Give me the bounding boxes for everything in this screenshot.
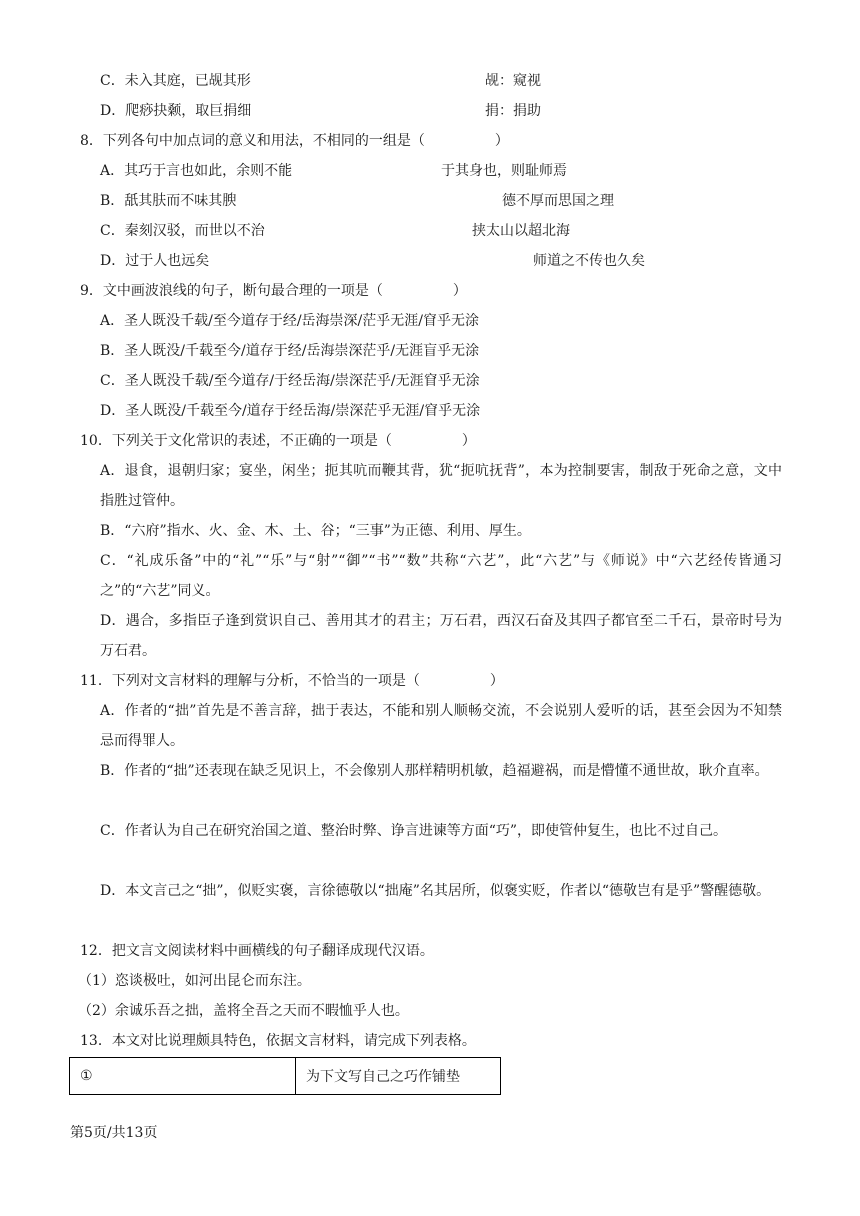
page-footer: 第5页/共13页 (70, 1125, 158, 1141)
question-9-option-d: D．圣人既没/千载至今/道存于经岳海/崇深茫乎无涯/窅乎无涂 (100, 403, 481, 419)
question-12-item-2: （2）余诚乐吾之拙，盖将全吾之天而不暇恤乎人也。 (78, 1003, 409, 1019)
question-9-stem: 9．文中画波浪线的句子，断句最合理的一项是（ ） (80, 283, 467, 299)
question-11-option-c: C．作者认为自己在研究治国之道、整治时弊、诤言进谏等方面“巧”，即使管仲复生，也比不过自己。 (100, 823, 728, 839)
option-text: A．其巧于言也如此，余则不能 (100, 163, 293, 179)
question-10-stem: 10．下列关于文化常识的表述，不正确的一项是（ ） (80, 433, 476, 449)
question-10-option-c: C．“礼成乐备”中的“礼”“乐”与“射”“御”“书”“数”共称“六艺”，此“六艺”与《师说》中“六艺经传皆通习之”的“六艺”同义。 (100, 553, 782, 599)
question-13-stem: 13．本文对比说理颇具特色，依据文言材料，请完成下列表格。 (80, 1033, 476, 1049)
option-compare: 于其身也，则耻师焉 (441, 163, 567, 179)
table-cell-blank[interactable]: ① (70, 1058, 296, 1095)
question-10-option-b: B．“六府”指水、火、金、木、土、谷；“三事”为正德、利用、厚生。 (100, 523, 531, 539)
option-compare: 师道之不传也久矣 (533, 253, 645, 269)
question-11-option-b: B．作者的“拙”还表现在缺乏见识上，不会像别人那样精明机敏，趋福避祸，而是懵懂不通世故，耿介直率。 (100, 763, 769, 779)
option-compare: 德不厚而思国之理 (502, 193, 614, 209)
question-9-option-b: B．圣人既没/千载至今/道存于经/岳海崇深茫乎/无涯盲乎无涂 (100, 343, 480, 359)
question-9-option-c: C．圣人既没千载/至今道存/于经岳海/崇深茫乎/无涯窅乎无涂 (100, 373, 480, 389)
question-13-table (69, 1057, 501, 1095)
question-11-option-d: D．本文言己之“拙”，似贬实褒，言徐德敬以“拙庵”名其居所，似褒实贬，作者以“德敬岂有是乎”警醒德敬。 (100, 883, 771, 899)
table-row (70, 1058, 501, 1095)
option-text: D．爬痧抉颡，取巨捐细 (100, 103, 252, 119)
table-cell-text: 为下文写自己之巧作铺垫 (296, 1058, 501, 1095)
question-11-stem: 11．下列对文言材料的理解与分析，不恰当的一项是（ ） (80, 673, 504, 689)
question-10-option-a: A．退食，退朝归家；宴坐，闲坐；扼其吭而鞭其背，犹“扼吭抚背”，本为控制要害，制敌于死命之意，文中指胜过管仲。 (100, 463, 782, 509)
option-text: C．秦刻汉驳，而世以不治 (100, 223, 265, 239)
option-text: D．过于人也远矣 (100, 253, 210, 269)
option-compare: 挟太山以超北海 (472, 223, 570, 239)
option-gloss: 捐：捐助 (485, 103, 541, 119)
question-9-option-a: A．圣人既没千载/至今道存于经/岳海崇深/茫乎无涯/窅乎无涂 (100, 313, 479, 329)
question-11-option-a: A．作者的“拙”首先是不善言辞，拙于表达，不能和别人顺畅交流，不会说别人爱听的话，甚至会因为不知禁忌而得罪人。 (100, 703, 782, 749)
option-gloss: 觇：窥视 (485, 73, 541, 89)
question-10-option-d: D．遇合，多指臣子逢到赏识自己、善用其才的君主；万石君，西汉石奋及其四子都官至二千石，景帝时号为万石君。 (100, 613, 782, 659)
option-text: C．未入其庭，已觇其形 (100, 73, 251, 89)
option-text: B．舐其肤而不味其腴 (100, 193, 237, 209)
question-12-item-1: （1）恣谈极吐，如河出昆仑而东注。 (78, 973, 311, 989)
question-12-stem: 12．把文言文阅读材料中画横线的句子翻译成现代汉语。 (80, 943, 434, 959)
question-8-stem: 8．下列各句中加点词的意义和用法，不相同的一组是（ ） (80, 133, 509, 149)
